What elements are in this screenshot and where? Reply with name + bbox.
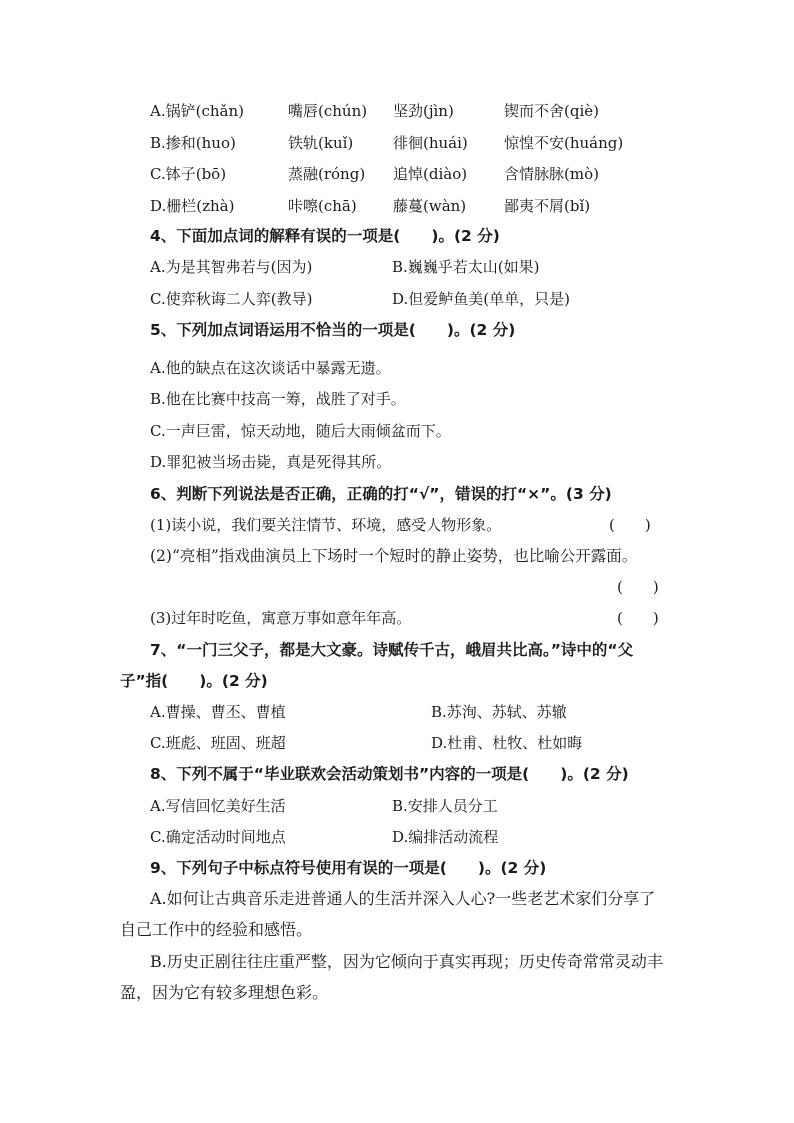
q3-option-c-3: 追悼(diào)	[393, 165, 468, 183]
q3-option-d-3: 藤蔓(wàn)	[393, 197, 467, 215]
q6-item-3-blank[interactable]: ( )	[617, 609, 659, 627]
q3-option-a-3: 坚劲(jìn)	[393, 102, 454, 120]
q5-option-b: B.他在比赛中技高一筹，战胜了对手。	[150, 390, 406, 408]
q4-option-b: B.巍巍乎若太山(如果)	[392, 258, 540, 276]
q6-item-2-blank[interactable]: ( )	[617, 578, 659, 596]
q4-title: 4、下面加点词的解释有误的一项是( )。(2 分)	[150, 227, 500, 245]
q7-title-line2: 子”指( )。(2 分)	[120, 672, 268, 690]
q3-option-b-1: B.掺和(huo)	[150, 134, 236, 152]
q3-option-d-4: 鄙夷不屑(bǐ)	[504, 197, 591, 215]
q7-option-a: A.曹操、曹丕、曹植	[150, 703, 286, 721]
q9-option-a-line1: A.如何让古典音乐走进普通人的生活并深入人心?一些老艺术家们分享了	[150, 889, 656, 908]
q5-option-d: D.罪犯被当场击毙，真是死得其所。	[150, 453, 392, 471]
q5-title: 5、下列加点词语运用不恰当的一项是( )。(2 分)	[150, 321, 516, 339]
q7-option-d: D.杜甫、杜牧、杜如晦	[431, 734, 583, 752]
q6-item-1-blank[interactable]: ( )	[609, 516, 651, 534]
q3-option-b-2: 铁轨(kuǐ)	[288, 134, 354, 152]
q8-option-c: C.确定活动时间地点	[150, 828, 286, 846]
q8-option-a: A.写信回忆美好生活	[150, 797, 286, 815]
q5-option-a: A.他的缺点在这次谈话中暴露无遗。	[150, 359, 391, 377]
q3-option-b-4: 惊惶不安(huáng)	[504, 134, 624, 152]
q9-title: 9、下列句子中标点符号使用有误的一项是( )。(2 分)	[150, 859, 547, 877]
q8-title: 8、下列不属于“毕业联欢会活动策划书”内容的一项是( )。(2 分)	[150, 765, 629, 783]
q3-option-b-3: 徘徊(huái)	[393, 134, 468, 152]
q3-option-d-1: D.栅栏(zhà)	[150, 197, 235, 215]
q3-option-a-4: 锲而不舍(qiè)	[504, 102, 599, 120]
q9-option-b-line2: 盈，因为它有较多理想色彩。	[120, 983, 329, 1002]
q3-option-c-2: 蒸融(róng)	[288, 165, 366, 183]
q9-option-b-line1: B.历史正剧往往庄重严整，因为它倾向于真实再现；历史传奇常常灵动丰	[150, 952, 663, 971]
q3-option-a-1: A.锅铲(chǎn)	[150, 102, 244, 120]
q4-option-c: C.使弈秋诲二人弈(教导)	[150, 290, 313, 308]
q8-option-d: D.编排活动流程	[392, 828, 499, 846]
q3-option-a-2: 嘴唇(chún)	[288, 102, 368, 120]
q4-option-d: D.但爱鲈鱼美(单单，只是)	[392, 290, 570, 308]
q6-item-1: (1)读小说，我们要关注情节、环境，感受人物形象。	[150, 516, 502, 534]
q3-option-c-1: C.钵子(bō)	[150, 165, 227, 183]
q9-option-a-line2: 自己工作中的经验和感悟。	[120, 920, 313, 939]
q7-option-b: B.苏洵、苏轼、苏辙	[431, 703, 567, 721]
q3-option-c-4: 含情脉脉(mò)	[504, 165, 599, 183]
q3-option-d-2: 咔嚓(chā)	[288, 197, 357, 215]
q6-title: 6、判断下列说法是否正确，正确的打“√”，错误的打“×”。(3 分)	[150, 485, 612, 503]
q4-option-a: A.为是其智弗若与(因为)	[150, 258, 313, 276]
q5-option-c: C.一声巨雷，惊天动地，随后大雨倾盆而下。	[150, 422, 451, 440]
q6-item-3: (3)过年时吃鱼，寓意万事如意年年高。	[150, 609, 412, 627]
q6-item-2: (2)“亮相”指戏曲演员上下场时一个短时的静止姿势，也比喻公开露面。	[150, 547, 638, 565]
q7-option-c: C.班彪、班固、班超	[150, 734, 286, 752]
q8-option-b: B.安排人员分工	[392, 797, 498, 815]
q7-title-line1: 7、“一门三父子，都是大文豪。诗赋传千古，峨眉共比高。”诗中的“父	[150, 641, 634, 659]
